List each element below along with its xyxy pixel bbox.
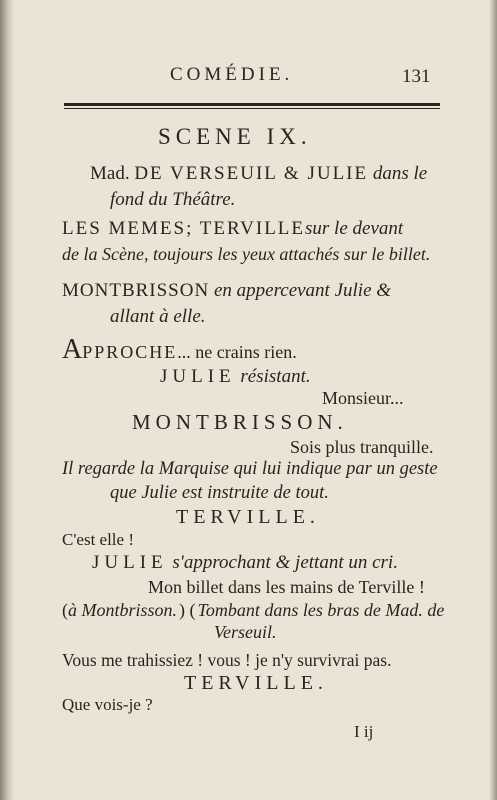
drop-cap: A bbox=[62, 334, 83, 365]
stage-direction-1-prefix: Mad. bbox=[90, 163, 130, 184]
speaker-montbrisson: MONTBRISSON. bbox=[132, 410, 348, 434]
dialogue-line-4: C'est elle ! bbox=[62, 530, 134, 549]
stage-direction-3-line-2: allant à elle. bbox=[110, 306, 206, 327]
page-edge-shadow bbox=[489, 0, 497, 800]
dialogue-line-7: Vous me trahissiez ! vous ! je n'y survivrai pas. bbox=[62, 650, 392, 670]
speaker-julie-1 bbox=[160, 366, 311, 388]
paren-mid: ) ( bbox=[179, 600, 196, 620]
head-rule-thin bbox=[64, 108, 440, 109]
paren-open: ( bbox=[62, 600, 68, 620]
dialogue-line-2: Monsieur... bbox=[322, 388, 404, 408]
stage-direction-1-line-2: fond du Théâtre. bbox=[110, 189, 236, 210]
dialogue-line-5: Mon billet dans les mains de Terville ! bbox=[148, 577, 425, 597]
speaker-terville-1: TERVILLE. bbox=[176, 506, 320, 528]
stage-direction-2-line-1 bbox=[62, 218, 403, 240]
dialogue-line-8: Que vois-je ? bbox=[62, 695, 153, 714]
stage-direction-3-name: MONTBRISSON bbox=[62, 280, 210, 301]
dialogue-line-6-cont: Verseuil. bbox=[214, 622, 277, 642]
aside-direction: à Montbrisson. bbox=[68, 600, 178, 620]
stage-direction-1-text: dans le bbox=[372, 163, 428, 184]
dialogue-line-1-caps: PPROCHE bbox=[82, 342, 178, 362]
speaker-direction: s'approchant & jettant un cri. bbox=[172, 552, 398, 573]
speaker-name: JULIE bbox=[92, 552, 168, 573]
speaker-name: JULIE bbox=[160, 366, 236, 387]
dialogue-line-1 bbox=[62, 336, 297, 364]
stage-direction-1-line-1 bbox=[90, 163, 427, 185]
speaker-julie-2 bbox=[92, 552, 398, 574]
stage-direction-3-text: en appercevant Julie & bbox=[213, 280, 392, 301]
stage-direction-4-line-2: que Julie est instruite de tout. bbox=[110, 483, 329, 503]
scene-heading: SCENE IX. bbox=[158, 124, 312, 149]
dialogue-line-3: Sois plus tranquille. bbox=[290, 437, 434, 457]
stage-direction-2-names: LES MEMES; TERVILLE bbox=[62, 218, 306, 239]
speaker-direction: résistant. bbox=[240, 366, 311, 387]
dialogue-line-1-rest: ... ne crains rien. bbox=[177, 342, 297, 362]
stage-direction-3-line-1 bbox=[62, 280, 391, 302]
running-head-title: COMÉDIE. bbox=[170, 64, 294, 85]
stage-direction-2-line-2: de la Scène, toujours les yeux attachés sur le billet. bbox=[62, 244, 431, 264]
stage-direction-4-line-1: Il regarde la Marquise qui lui indique par un geste bbox=[62, 459, 438, 479]
signature-mark: I ij bbox=[354, 722, 374, 741]
dialogue-line-6 bbox=[62, 600, 444, 621]
stage-direction-1-names: DE VERSEUIL & JULIE bbox=[134, 163, 369, 184]
speaker-terville-2: TERVILLE. bbox=[184, 672, 328, 694]
aside-direction-2: Tombant dans les bras de Mad. de bbox=[197, 600, 445, 620]
head-rule-thick bbox=[64, 103, 440, 106]
page-number: 131 bbox=[402, 66, 431, 87]
page-gutter-shadow bbox=[0, 0, 14, 800]
stage-direction-2-text: sur le devant bbox=[305, 218, 404, 239]
